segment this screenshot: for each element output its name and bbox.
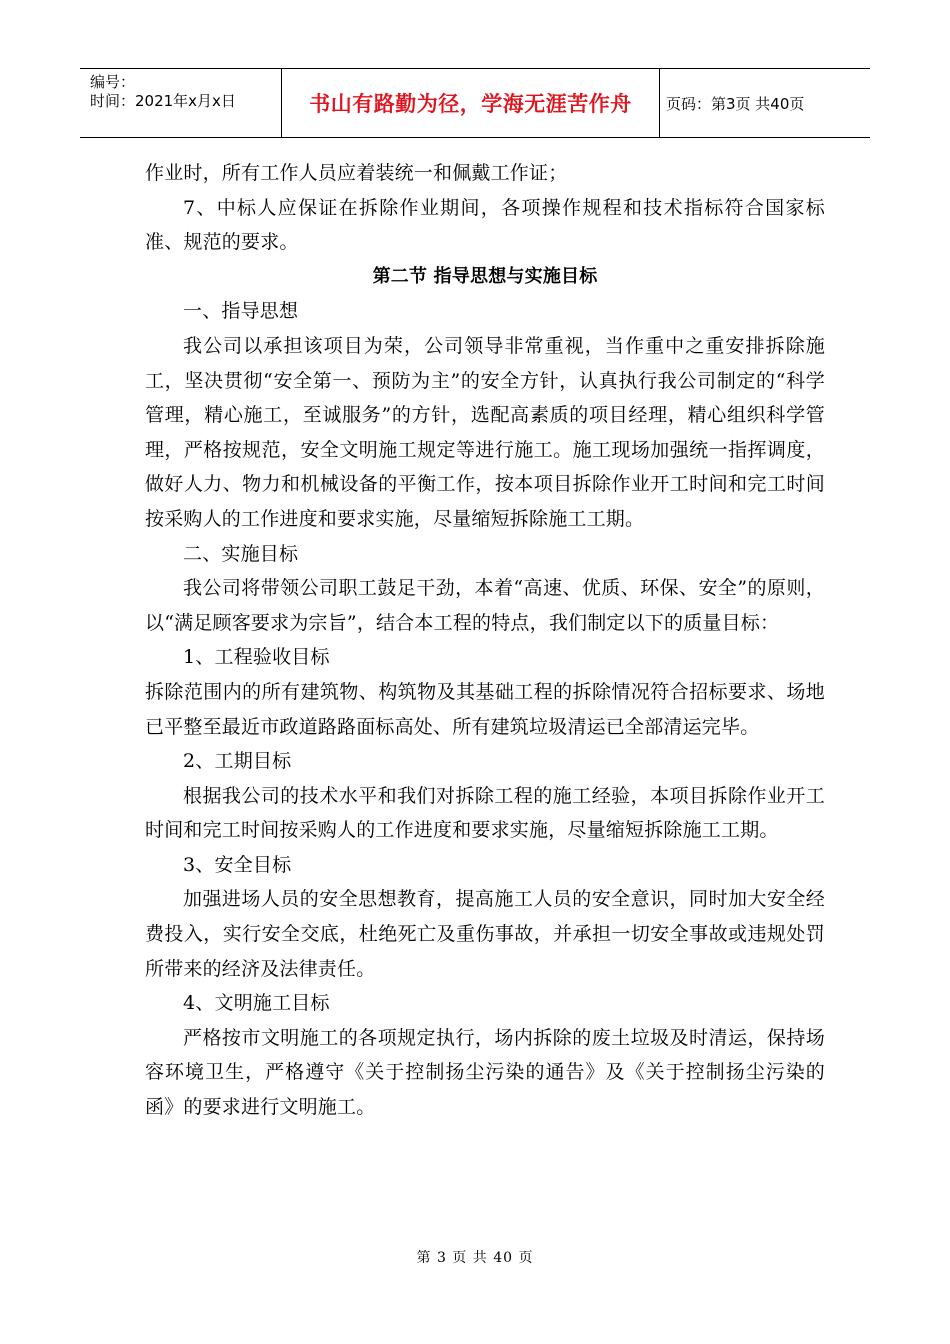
header-meta [80,69,282,137]
section-heading: 第二节 指导思想与实施目标 [372,265,598,287]
subheading: 4、文明施工目标 [183,992,330,1015]
paragraph: 7、中标人应保证在拆除作业期间，各项操作规程和技术指标符合国家标准、规范的要求。 [145,196,825,254]
header-motto: 书山有路勤为径，学海无涯苦作舟 [309,92,632,116]
paragraph: 我公司以承担该项目为荣，公司领导非常重视，当作重中之重安排拆除施工，坚决贯彻“安全第一、预防为主”的安全方针，认真执行我公司制定的“科学管理，精心施工，至诚服务”的方针，选配高素质的项目经理，精心组织科学管理，严格按规范，安全文明施工规定等进行施工。施工现场加强统一指挥调度，做好人力、物力和机械设备的平衡工作，按本项目拆除作业开工时间和完工时间按采购人的工作进度和要求实施，尽量缩短拆除施工工期。 [145,334,825,530]
paragraph: 加强进场人员的安全思想教育，提高施工人员的安全意识，同时加大安全经费投入，实行安全交底，杜绝死亡及重伤事故，并承担一切安全事故或违规处罚所带来的经济及法律责任。 [145,888,825,980]
subheading: 一、指导思想 [183,300,299,323]
subheading: 3、安全目标 [183,853,292,876]
subheading: 二、实施目标 [183,542,299,565]
document-body [145,156,825,1125]
paragraph: 我公司将带领公司职工鼓足干劲，本着“高速、优质、环保、安全”的原则，以“满足顾客要求为宗旨”，结合本工程的特点，我们制定以下的质量目标： [145,577,825,634]
document-time-label: 时间：2021年x月x日 [90,92,236,110]
subheading: 1、工程验收目标 [183,646,330,669]
paragraph: 作业时，所有工作人员应着装统一和佩戴工作证； [145,162,568,184]
paragraph: 拆除范围内的所有建筑物、构筑物及其基础工程的拆除情况符合招标要求、场地已平整至最近市政道路路面标高处、所有建筑垃圾清运已全部清运完毕。 [145,680,825,738]
paragraph: 根据我公司的技术水平和我们对拆除工程的施工经验，本项目拆除作业开工时间和完工时间按采购人的工作进度和要求实施，尽量缩短拆除施工工期。 [145,784,825,842]
header-page-label: 页码：第3页 共40页 [666,94,805,113]
page-header [80,68,870,138]
header-motto-cell [282,69,660,137]
subheading: 2、工期目标 [183,750,292,773]
page-footer: 第 3 页 共 40 页 [416,1250,534,1266]
paragraph: 严格按市文明施工的各项规定执行，场内拆除的废土垃圾及时清运，保持场容环境卫生，严格遵守《关于控制扬尘污染的通告》及《关于控制扬尘污染的函》的要求进行文明施工。 [145,1026,825,1119]
header-page-cell [660,69,870,137]
document-number-label: 编号： [90,73,136,91]
